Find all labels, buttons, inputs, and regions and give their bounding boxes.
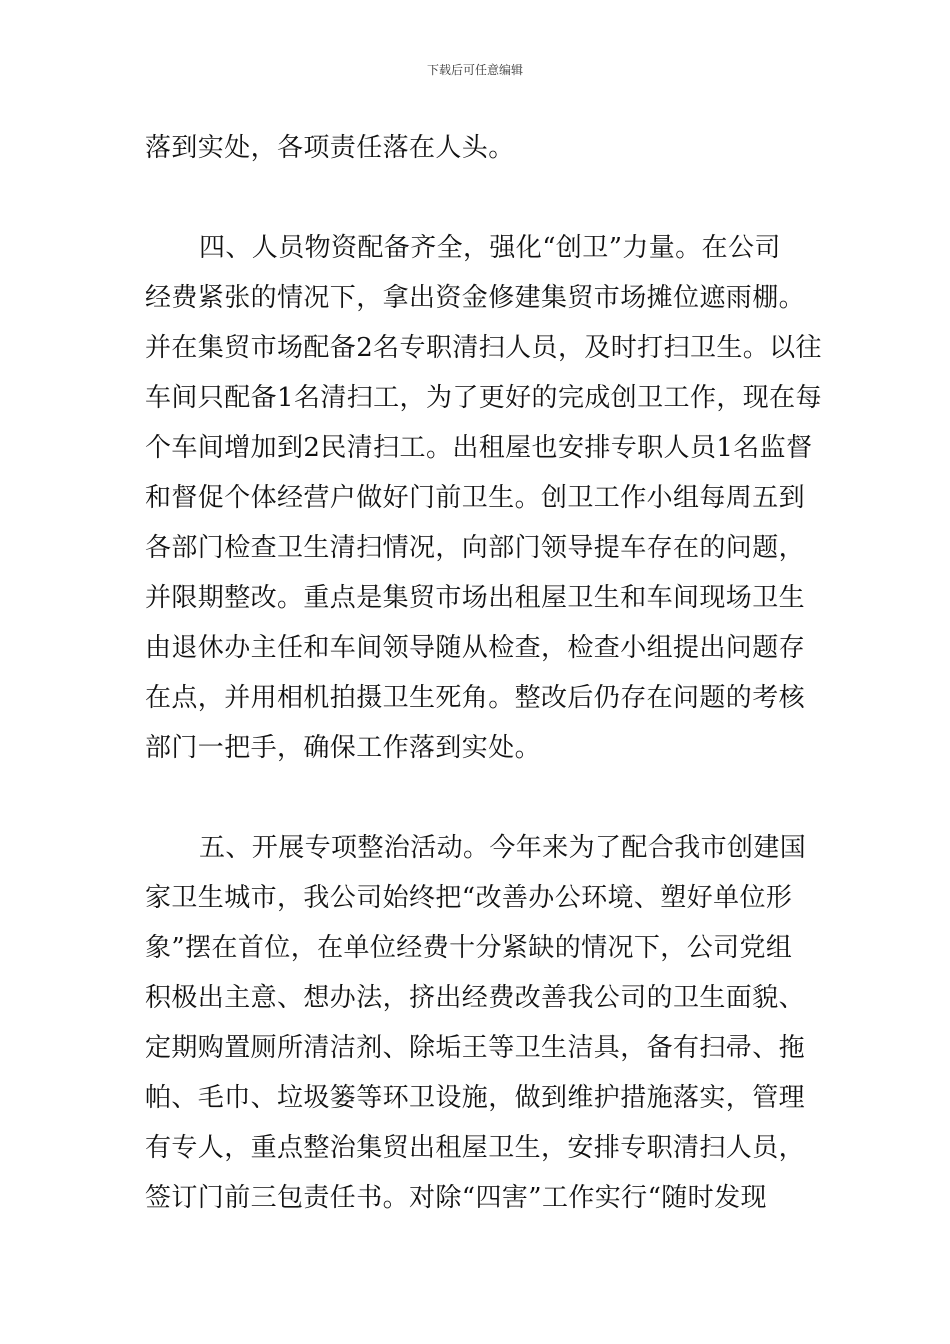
text-line: 有专人，重点整治集贸出租屋卫生，安排专职清扫人员，	[145, 1133, 806, 1163]
text-line: 部门一把手，确保工作落到实处。	[145, 733, 542, 763]
text-line: 积极出主意、想办法，挤出经费改善我公司的卫生面貌、	[145, 983, 806, 1013]
text-line: 定期购置厕所清洁剂、除垢王等卫生洁具，备有扫帚、拖	[145, 1033, 806, 1063]
document-body	[145, 123, 822, 1223]
page-header: 下载后可任意编辑	[426, 63, 523, 77]
text-line: 由退休办主任和车间领导随从检查，检查小组提出问题存	[145, 633, 806, 663]
paragraph-2	[145, 223, 822, 773]
text-line: 家卫生城市，我公司始终把“改善办公环境、塑好单位形	[145, 883, 793, 913]
text-line: 五、开展专项整治活动。今年来为了配合我市创建国	[199, 833, 807, 863]
text-line: 和督促个体经营户做好门前卫生。创卫工作小组每周五到	[145, 483, 806, 513]
text-line: 并在集贸市场配备2名专职清扫人员，及时打扫卫生。以往	[145, 333, 822, 363]
text-line: 四、人员物资配备齐全，强化“创卫”力量。在公司	[199, 233, 781, 263]
text-line: 象”摆在首位，在单位经费十分紧缺的情况下，公司党组	[145, 933, 793, 963]
text-line: 帕、毛巾、垃圾篓等环卫设施，做到维护措施落实，管理	[145, 1083, 806, 1113]
text-line: 个车间增加到2民清扫工。出租屋也安排专职人员1名监督	[145, 433, 813, 463]
paragraph-spacer	[145, 173, 805, 223]
text-line: 落到实处，各项责任落在人头。	[145, 133, 515, 163]
paragraph-spacer	[145, 773, 805, 823]
text-line: 签订门前三包责任书。对除“四害”工作实行“随时发现	[145, 1183, 767, 1213]
text-line: 各部门检查卫生清扫情况，向部门领导提车存在的问题，	[145, 533, 806, 563]
text-line: 并限期整改。重点是集贸市场出租屋卫生和车间现场卫生	[145, 583, 806, 613]
paragraph-3	[145, 823, 805, 1223]
text-line: 车间只配备1名清扫工，为了更好的完成创卫工作，现在每	[145, 383, 822, 413]
paragraph-1	[145, 123, 805, 173]
text-line: 在点，并用相机拍摄卫生死角。整改后仍存在问题的考核	[145, 683, 806, 713]
text-line: 经费紧张的情况下，拿出资金修建集贸市场摊位遮雨棚。	[145, 283, 806, 313]
